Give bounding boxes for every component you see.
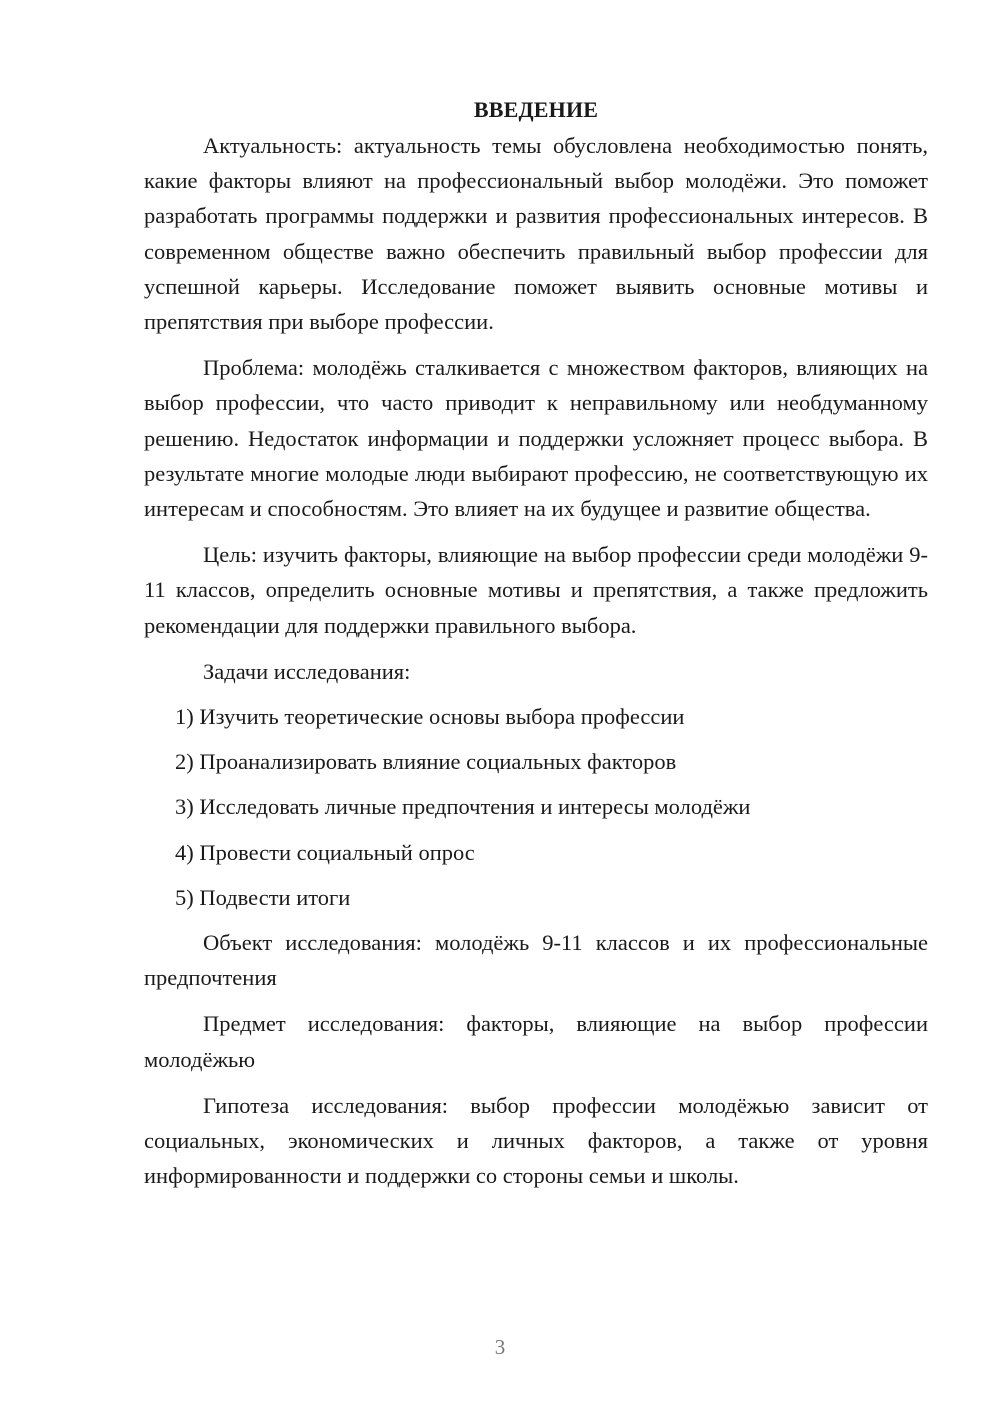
object-paragraph: Объект исследования: молодёжь 9-11 классов и их профессиональные предпочтения [144,930,928,991]
problem-paragraph: Проблема: молодёжь сталкивается с множеством факторов, влияющих на выбор профессии, что часто приводит к неправильному или необдуманному решению. Недостаток информации и поддержки усложняет процесс выбора. В результате многие молодые люди выбирают профессию, не соответствующую их интересам и способностям. Это влияет на их будущее и развитие общества. [144,355,928,522]
relevance-paragraph: Актуальность: актуальность темы обусловлена необходимостью понять, какие факторы влияют на профессиональный выбор молодёжи. Это поможет разработать программы поддержки и развития профессиональных интересов. В современном обществе важно обеспечить правильный выбор профессии для успешной карьеры. Исследование поможет выявить основные мотивы и препятствия при выборе профессии. [144,133,928,335]
page-number: 3 [494,1335,506,1359]
task-item: 1) Изучить теоретические основы выбора профессии [175,704,685,730]
goal-paragraph: Цель: изучить факторы, влияющие на выбор профессии среди молодёжи 9-11 классов, определить основные мотивы и препятствия, а также предложить рекомендации для поддержки правильного выбора. [144,542,928,638]
page-title: ВВЕДЕНИЕ [473,97,599,122]
document-page [144,92,928,1204]
tasks-list [144,699,928,915]
task-item: 5) Подвести итоги [175,884,351,910]
task-item: 2) Проанализировать влияние социальных факторов [175,749,677,775]
hypothesis-paragraph: Гипотеза исследования: выбор профессии молодёжью зависит от социальных, экономических и личных факторов, а также от уровня информированности и поддержки со стороны семьи и школы. [144,1092,928,1189]
task-item: 3) Исследовать личные предпочтения и интересы молодёжи [175,794,751,820]
subject-paragraph: Предмет исследования: факторы, влияющие на выбор профессии молодёжью [144,1011,928,1072]
tasks-heading: Задачи исследования: [203,658,411,684]
task-item: 4) Провести социальный опрос [175,839,475,865]
